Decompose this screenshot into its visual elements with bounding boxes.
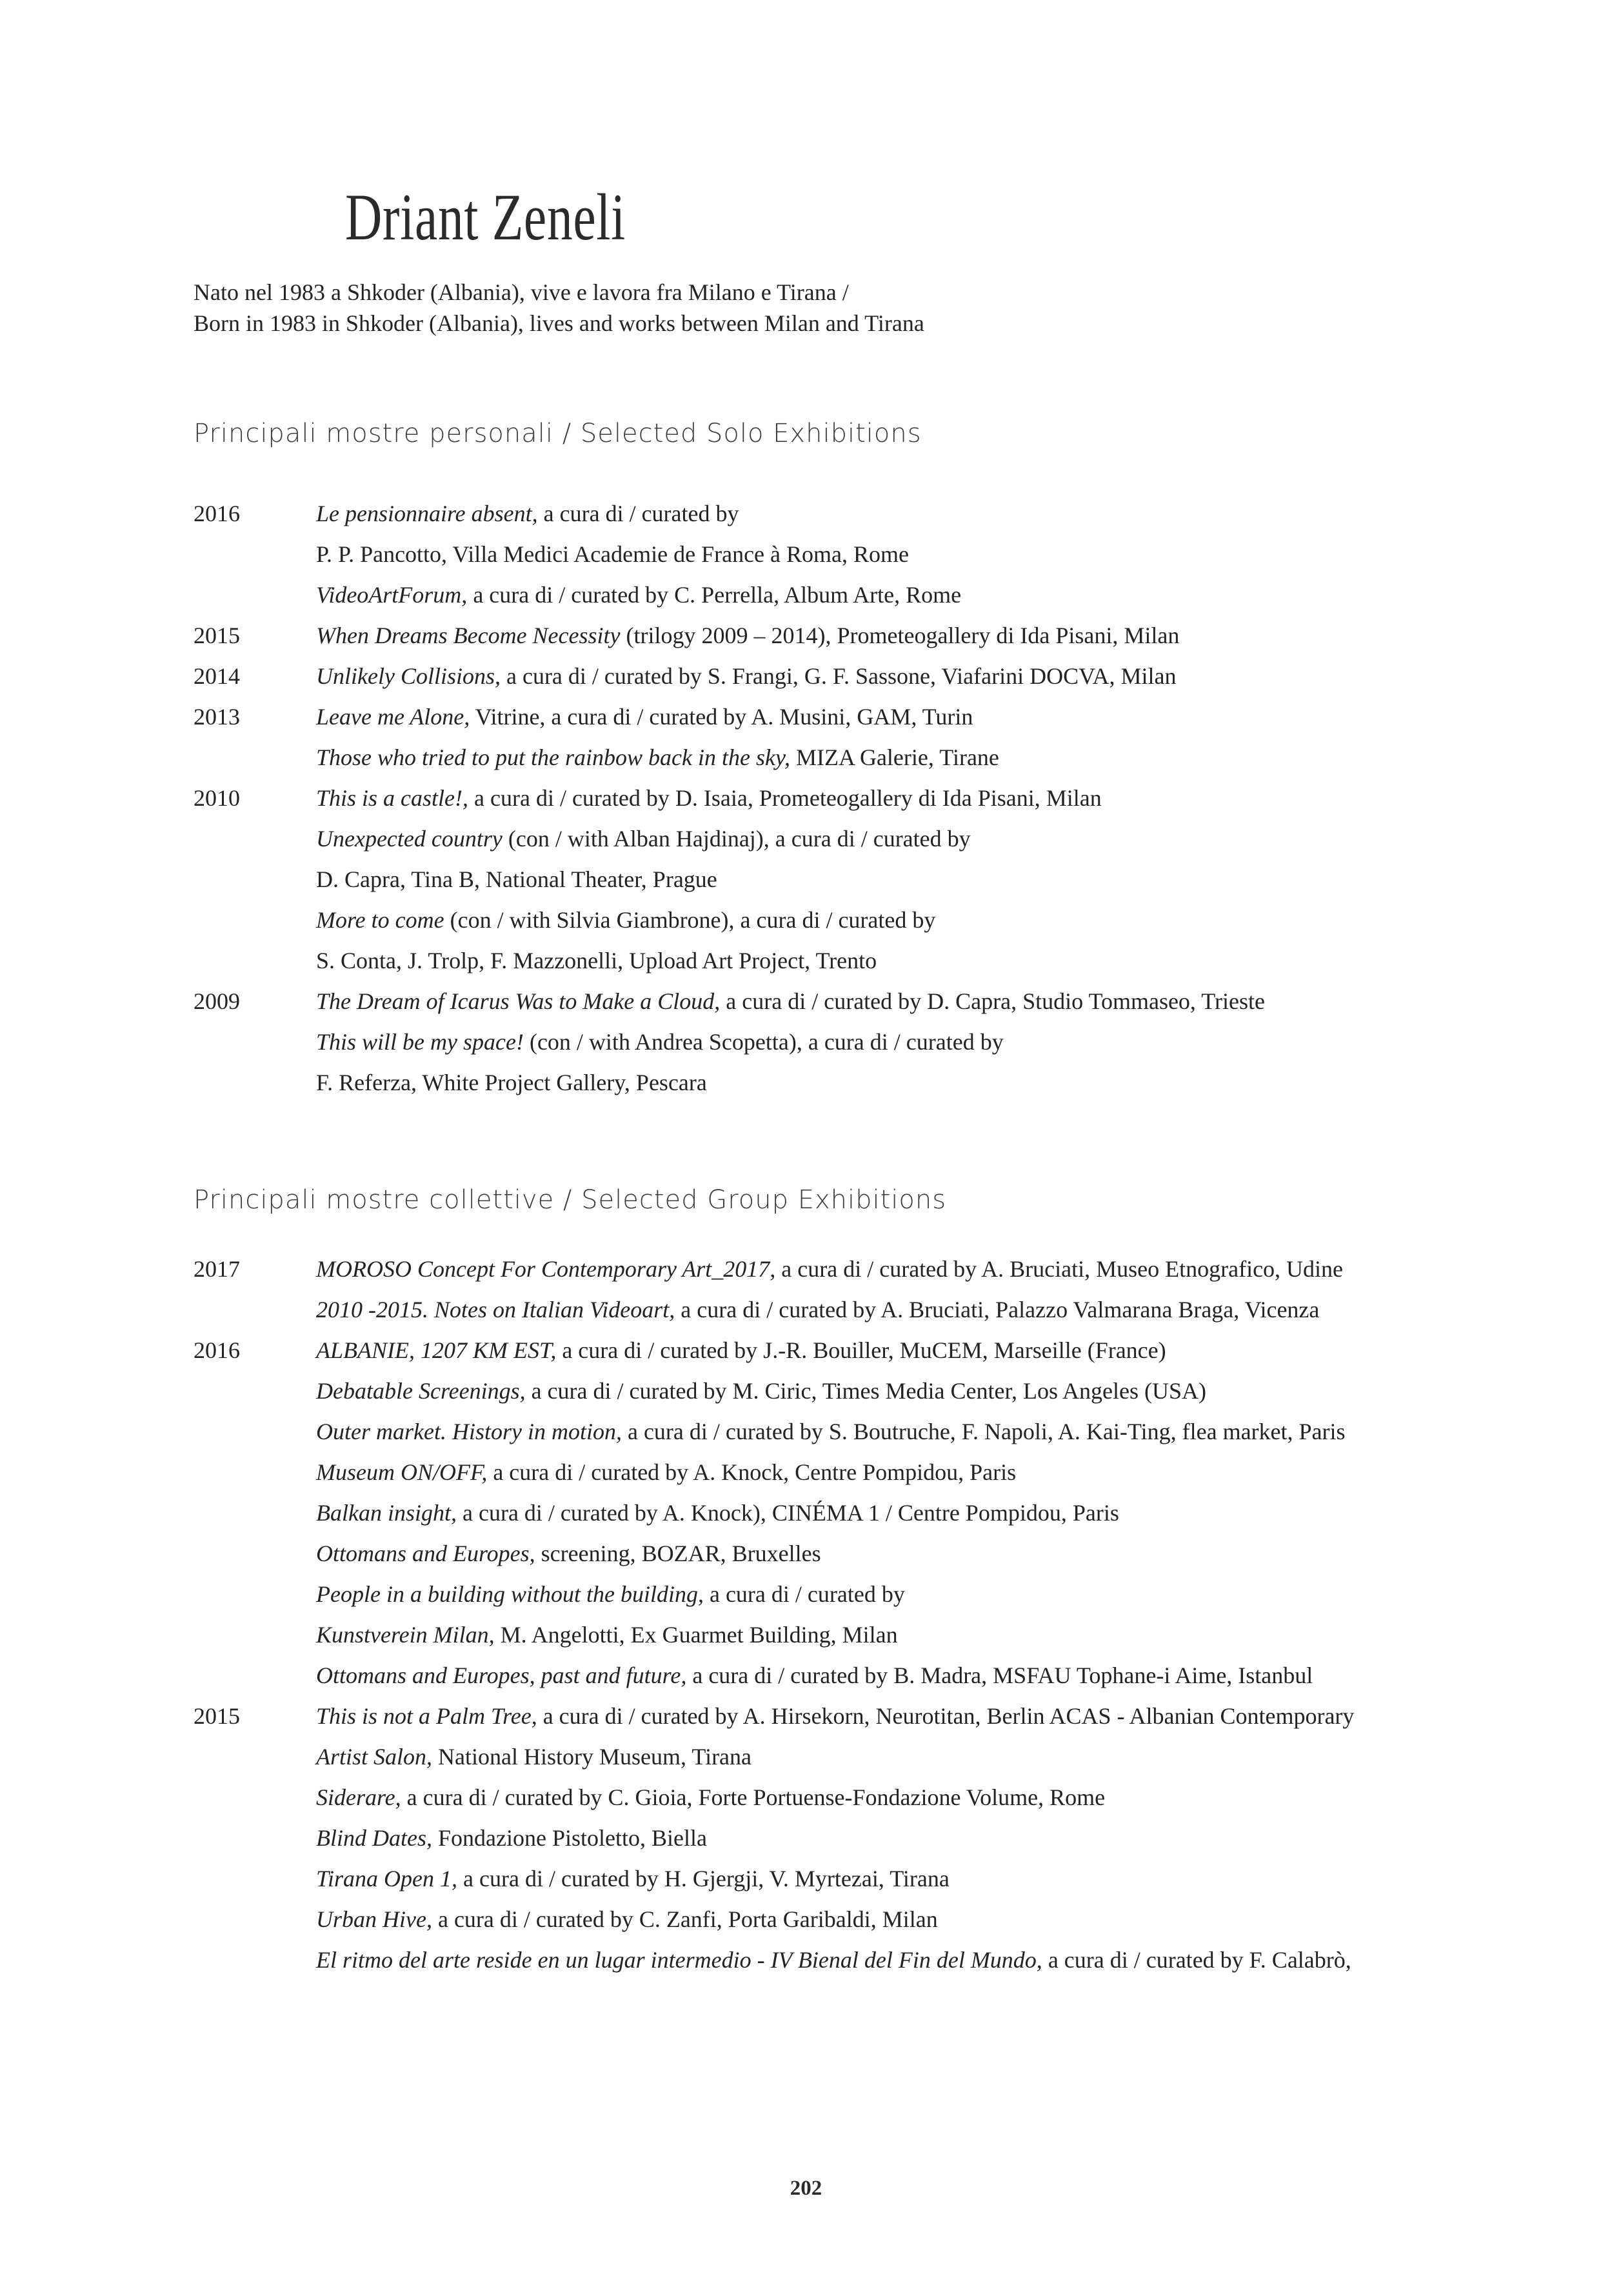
artist-bio (194, 277, 924, 339)
exhibition-title: ALBANIE, 1207 KM EST, (316, 1337, 557, 1363)
exhibition-title: When Dreams Become Necessity (316, 623, 621, 648)
exhibition-details: a cura di / curated by S. Boutruche, F. Napoli, A. Kai-Ting, flea market, Paris (621, 1419, 1346, 1444)
exhibition-entry (316, 1371, 1573, 1412)
exhibition-details: a cura di / curated by D. Isaia, Prometeogallery di Ida Pisani, Milan (468, 785, 1102, 811)
exhibition-details: a cura di / curated by A. Bruciati, Museo Etnografico, Udine (775, 1256, 1344, 1282)
exhibition-row (194, 1737, 1573, 1777)
exhibition-row (194, 534, 1573, 575)
exhibition-year: 2015 (194, 623, 240, 648)
exhibition-title: Unexpected country (316, 826, 503, 852)
exhibition-entry (316, 1290, 1573, 1330)
exhibition-entry (316, 859, 1573, 900)
exhibition-entry (316, 1063, 1573, 1103)
exhibition-title: Kunstverein Milan, (316, 1622, 495, 1648)
exhibition-entry (316, 1655, 1573, 1696)
exhibition-row (194, 1818, 1573, 1859)
exhibition-entry (316, 1777, 1573, 1818)
exhibition-row (194, 1940, 1573, 1981)
exhibition-title: Those who tried to put the rainbow back in the sky, (316, 744, 790, 770)
exhibition-details: a cura di / curated by C. Gioia, Forte Portuense-Fondazione Volume, Rome (401, 1784, 1106, 1810)
exhibition-row (194, 1249, 1573, 1290)
exhibition-entry (316, 819, 1573, 859)
exhibition-title: MOROSO Concept For Contemporary Art_2017, (316, 1256, 776, 1282)
exhibition-details: a cura di / curated by D. Capra, Studio Tommaseo, Trieste (720, 988, 1265, 1014)
exhibition-title: Leave me Alone, (316, 704, 470, 730)
section-heading-solo-exhibitions: Principali mostre personali / Selected Solo Exhibitions (194, 419, 922, 448)
page-number: 202 (790, 2177, 822, 2200)
exhibition-details: MIZA Galerie, Tirane (790, 744, 999, 770)
exhibition-details: a cura di / curated by C. Perrella, Album Arte, Rome (467, 582, 962, 608)
exhibition-details: (trilogy 2009 – 2014), Prometeogallery di Ida Pisani, Milan (620, 623, 1180, 648)
exhibition-details: a cura di / curated by C. Zanfi, Porta Garibaldi, Milan (432, 1906, 938, 1932)
exhibition-row (194, 1574, 1573, 1615)
exhibition-row (194, 656, 1573, 697)
exhibition-row (194, 900, 1573, 941)
exhibition-entry (316, 1696, 1573, 1737)
exhibition-entry (316, 1533, 1573, 1574)
exhibition-entry (316, 615, 1573, 656)
exhibition-entry (316, 656, 1573, 697)
exhibition-entry (316, 494, 1573, 534)
exhibition-title: Outer market. History in motion, (316, 1419, 622, 1444)
exhibition-row (194, 494, 1573, 534)
exhibition-row (194, 1696, 1573, 1737)
exhibition-title: More to come (316, 907, 444, 933)
exhibition-details: (con / with Silvia Giambrone), a cura di / curated by (444, 907, 936, 933)
exhibition-title: Ottomans and Europes, (316, 1541, 535, 1566)
exhibition-row (194, 615, 1573, 656)
exhibition-title: Balkan insight, (316, 1500, 457, 1526)
exhibition-title: Blind Dates, (316, 1825, 432, 1851)
exhibition-entry (316, 1615, 1573, 1655)
exhibition-entry (316, 697, 1573, 737)
exhibition-row (194, 1859, 1573, 1899)
exhibition-row (194, 859, 1573, 900)
exhibition-title: Le pensionnaire absent, (316, 501, 538, 526)
exhibition-row (194, 819, 1573, 859)
solo-exhibitions-list (194, 494, 1573, 1103)
exhibition-title: This will be my space! (316, 1029, 524, 1055)
exhibition-entry (316, 778, 1573, 819)
exhibition-title: Museum ON/OFF, (316, 1459, 488, 1485)
exhibition-year: 2010 (194, 785, 240, 811)
exhibition-entry (316, 1330, 1573, 1371)
exhibition-title: This is not a Palm Tree, (316, 1703, 537, 1729)
exhibition-row (194, 1777, 1573, 1818)
exhibition-details: (con / with Alban Hajdinaj), a cura di / curated by (502, 826, 971, 852)
exhibition-year: 2015 (194, 1703, 240, 1729)
exhibition-year: 2014 (194, 663, 240, 689)
exhibition-details: screening, BOZAR, Bruxelles (535, 1541, 821, 1566)
exhibition-row (194, 1330, 1573, 1371)
group-exhibitions-list (194, 1249, 1573, 1981)
exhibition-details: a cura di / curated by H. Gjergji, V. Myrtezai, Tirana (457, 1866, 950, 1892)
exhibition-entry (316, 1940, 1573, 1981)
exhibition-row (194, 1615, 1573, 1655)
exhibition-row (194, 1371, 1573, 1412)
exhibition-entry (316, 1899, 1573, 1940)
exhibition-entry (316, 575, 1573, 615)
exhibition-year: 2009 (194, 988, 240, 1014)
exhibition-title: Urban Hive, (316, 1906, 432, 1932)
exhibition-entry (316, 1574, 1573, 1615)
exhibition-entry (316, 1452, 1573, 1493)
exhibition-year: 2017 (194, 1256, 240, 1282)
exhibition-title: Artist Salon, (316, 1744, 433, 1770)
bio-line-italian: Nato nel 1983 a Shkoder (Albania), vive e lavora fra Milano e Tirana / (194, 279, 849, 305)
exhibition-title: Ottomans and Europes, past and future, (316, 1662, 687, 1688)
exhibition-entry (316, 1493, 1573, 1533)
exhibition-row (194, 1899, 1573, 1940)
exhibition-details: D. Capra, Tina B, National Theater, Prague (316, 866, 717, 892)
exhibition-details: a cura di / curated by (703, 1581, 905, 1607)
exhibition-details: F. Referza, White Project Gallery, Pescara (316, 1070, 707, 1095)
exhibition-row (194, 1452, 1573, 1493)
exhibition-entry (316, 1412, 1573, 1452)
exhibition-row (194, 1412, 1573, 1452)
exhibition-title: Debatable Screenings, (316, 1378, 526, 1404)
exhibition-row (194, 778, 1573, 819)
exhibition-details: a cura di / curated by B. Madra, MSFAU Tophane-i Aime, Istanbul (686, 1662, 1313, 1688)
bio-line-english: Born in 1983 in Shkoder (Albania), lives and works between Milan and Tirana (194, 310, 924, 336)
exhibition-row (194, 575, 1573, 615)
exhibition-details: a cura di / curated by F. Calabrò, (1042, 1947, 1351, 1973)
exhibition-title: 2010 -2015. Notes on Italian Videoart, (316, 1297, 675, 1323)
exhibition-entry (316, 1818, 1573, 1859)
page-title: Driant Zeneli (345, 181, 626, 254)
exhibition-row (194, 697, 1573, 737)
exhibition-entry (316, 900, 1573, 941)
exhibition-row (194, 1655, 1573, 1696)
exhibition-row (194, 1290, 1573, 1330)
exhibition-title: VideoArtForum, (316, 582, 468, 608)
exhibition-title: People in a building without the building, (316, 1581, 704, 1607)
exhibition-title: Siderare, (316, 1784, 401, 1810)
exhibition-details: a cura di / curated by M. Ciric, Times Media Center, Los Angeles (USA) (525, 1378, 1206, 1404)
exhibition-row (194, 737, 1573, 778)
exhibition-details: a cura di / curated by (537, 501, 739, 526)
exhibition-title: Unlikely Collisions, (316, 663, 501, 689)
exhibition-row (194, 1533, 1573, 1574)
exhibition-row (194, 941, 1573, 981)
exhibition-entry (316, 981, 1573, 1022)
exhibition-title: Tirana Open 1, (316, 1866, 458, 1892)
exhibition-details: (con / with Andrea Scopetta), a cura di / curated by (523, 1029, 1004, 1055)
exhibition-details: M. Angelotti, Ex Guarmet Building, Milan (494, 1622, 898, 1648)
exhibition-row (194, 981, 1573, 1022)
exhibition-title: The Dream of Icarus Was to Make a Cloud, (316, 988, 721, 1014)
exhibition-row (194, 1063, 1573, 1103)
exhibition-entry (316, 1859, 1573, 1899)
exhibition-entry (316, 1737, 1573, 1777)
exhibition-row (194, 1493, 1573, 1533)
exhibition-details: S. Conta, J. Trolp, F. Mazzonelli, Upload Art Project, Trento (316, 948, 877, 973)
exhibition-details: National History Museum, Tirana (432, 1744, 752, 1770)
exhibition-details: a cura di / curated by J.-R. Bouiller, MuCEM, Marseille (France) (556, 1337, 1166, 1363)
exhibition-details: a cura di / curated by S. Frangi, G. F. Sassone, Viafarini DOCVA, Milan (500, 663, 1177, 689)
exhibition-details: a cura di / curated by A. Hirsekorn, Neurotitan, Berlin ACAS - Albanian Contemporary (537, 1703, 1355, 1729)
exhibition-entry (316, 534, 1573, 575)
exhibition-entry (316, 1249, 1573, 1290)
exhibition-row (194, 1022, 1573, 1063)
exhibition-year: 2016 (194, 501, 240, 526)
exhibition-entry (316, 737, 1573, 778)
section-heading-group-exhibitions: Principali mostre collettive / Selected Group Exhibitions (194, 1185, 947, 1215)
exhibition-details: a cura di / curated by A. Bruciati, Palazzo Valmarana Braga, Vicenza (675, 1297, 1320, 1323)
exhibition-details: a cura di / curated by A. Knock), CINÉMA 1 / Centre Pompidou, Paris (457, 1500, 1119, 1526)
exhibition-details: P. P. Pancotto, Villa Medici Academie de France à Roma, Rome (316, 541, 910, 567)
exhibition-entry (316, 941, 1573, 981)
exhibition-details: Fondazione Pistoletto, Biella (432, 1825, 707, 1851)
exhibition-year: 2016 (194, 1337, 240, 1363)
exhibition-title: This is a castle!, (316, 785, 469, 811)
exhibition-details: Vitrine, a cura di / curated by A. Musini, GAM, Turin (470, 704, 973, 730)
exhibition-title: El ritmo del arte reside en un lugar intermedio - IV Bienal del Fin del Mundo, (316, 1947, 1042, 1973)
exhibition-year: 2013 (194, 704, 240, 730)
exhibition-details: a cura di / curated by A. Knock, Centre Pompidou, Paris (487, 1459, 1017, 1485)
exhibition-entry (316, 1022, 1573, 1063)
